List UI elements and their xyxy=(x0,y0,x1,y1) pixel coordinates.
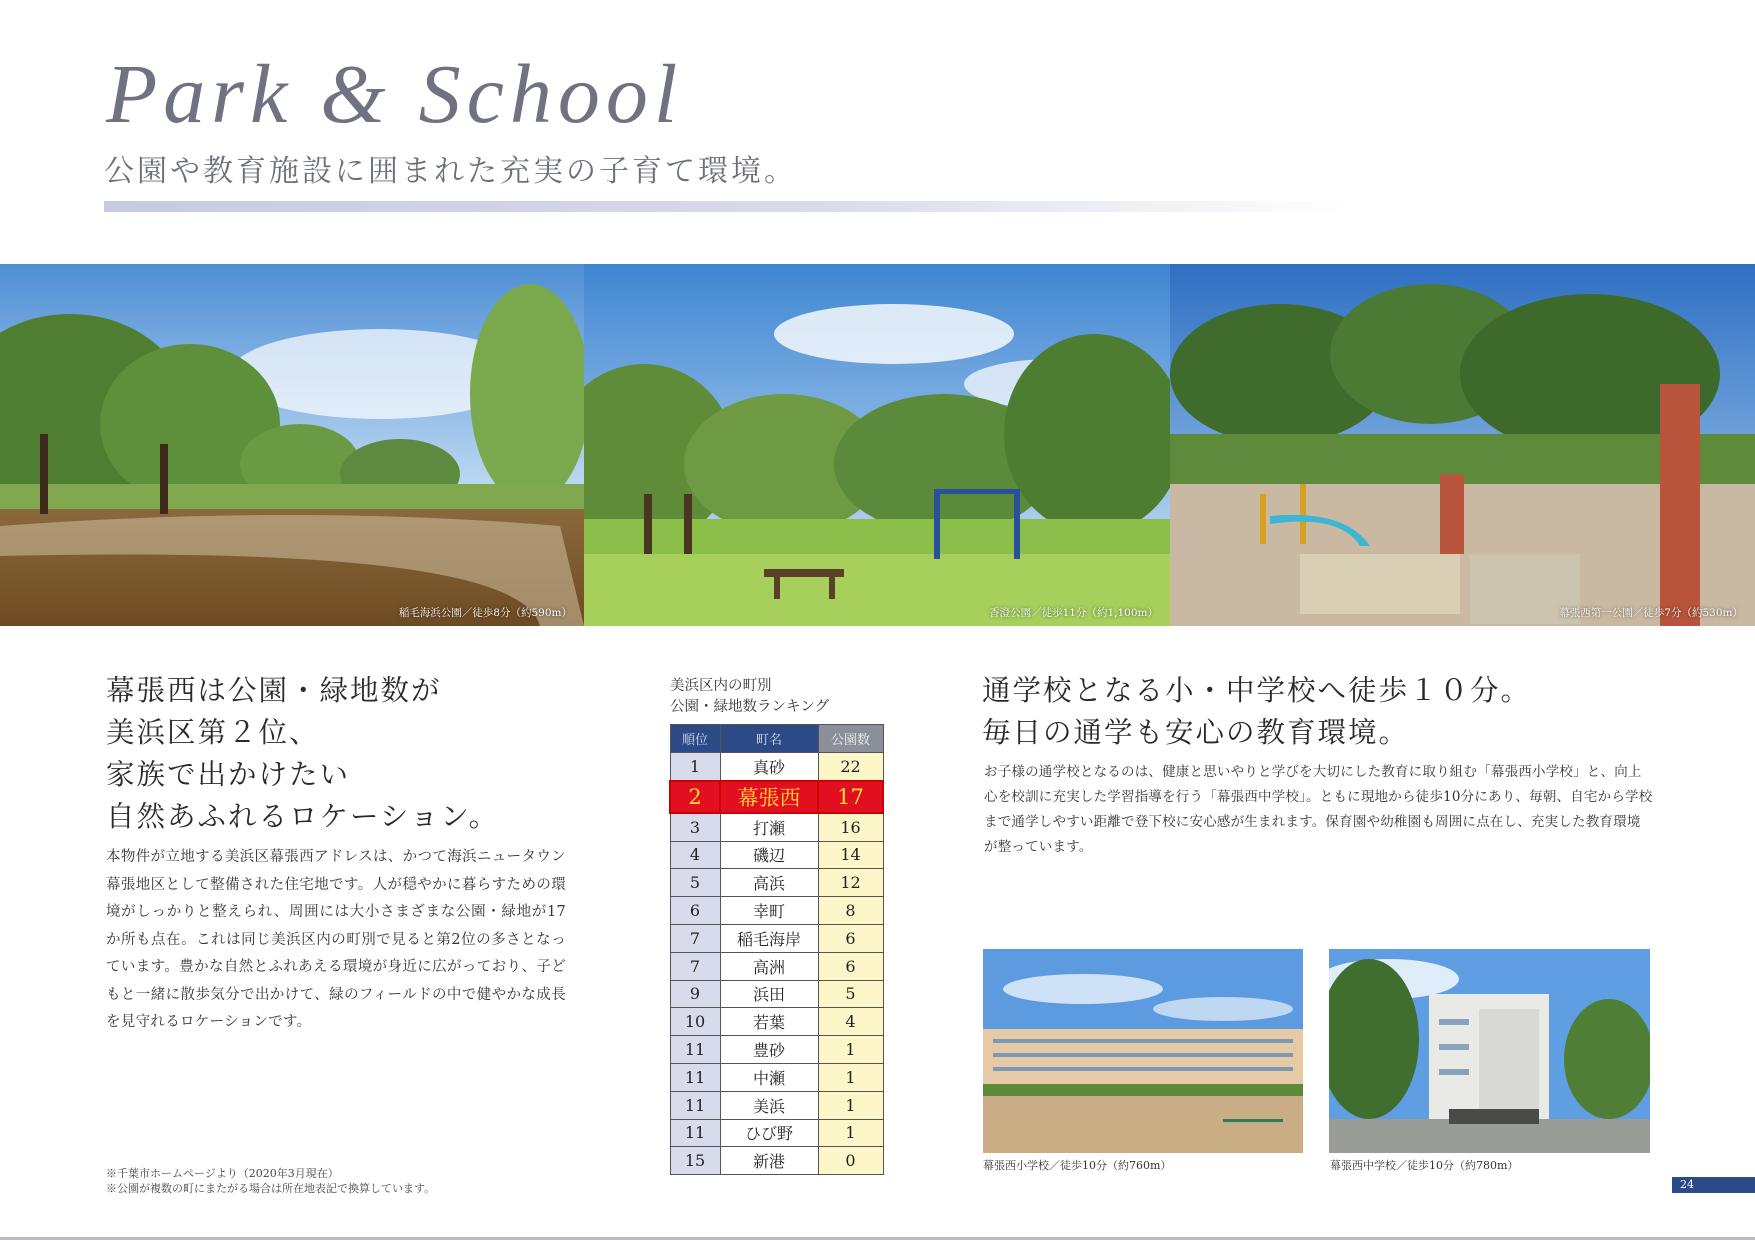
rank-cell: 6 xyxy=(670,897,720,925)
ranking-row xyxy=(670,1119,883,1147)
count-cell: 22 xyxy=(818,753,883,781)
rank-cell: 10 xyxy=(670,1008,720,1036)
rank-cell: 4 xyxy=(670,841,720,869)
town-cell: ひび野 xyxy=(720,1119,818,1147)
ranking-header-row xyxy=(670,725,883,753)
ranking-row xyxy=(670,781,883,813)
header-town: 町名 xyxy=(720,725,818,753)
ranking-row xyxy=(670,980,883,1008)
rank-cell: 7 xyxy=(670,924,720,952)
rank-cell: 1 xyxy=(670,753,720,781)
elementary-school-caption: 幕張西小学校／徒歩10分（約760m） xyxy=(983,1159,1172,1172)
rank-cell: 5 xyxy=(670,869,720,897)
junior-high-caption: 幕張西中学校／徒歩10分（約780m） xyxy=(1330,1159,1519,1172)
ranking-row xyxy=(670,1036,883,1064)
ranking-row xyxy=(670,924,883,952)
town-cell: 幕張西 xyxy=(720,781,818,813)
park-heading-line: 幕張西は公園・緑地数が xyxy=(106,674,442,707)
count-cell: 5 xyxy=(818,980,883,1008)
school-heading-line: 通学校となる小・中学校へ徒歩１０分。 xyxy=(982,674,1532,707)
park-photo-3-caption: 幕張西第一公園／徒歩7分（約530m） xyxy=(1559,607,1743,619)
count-cell: 8 xyxy=(818,897,883,925)
park-photo-3 xyxy=(1170,264,1755,626)
park-heading-line: 自然あふれるロケーション。 xyxy=(106,800,500,833)
count-cell: 0 xyxy=(818,1147,883,1175)
ranking-row xyxy=(670,869,883,897)
rank-cell: 11 xyxy=(670,1036,720,1064)
town-cell: 幸町 xyxy=(720,897,818,925)
ranking-row xyxy=(670,1091,883,1119)
ranking-row xyxy=(670,897,883,925)
ranking-title xyxy=(670,676,829,718)
rank-cell: 11 xyxy=(670,1063,720,1091)
park-body-text: 本物件が立地する美浜区幕張西アドレスは、かつて海浜ニュータウン幕張地区として整備された住宅地です。人が穏やかに暮らすための環境がしっかりと整えられ、周囲には大小さまざまな公園・緑地が17か所も点在。これは同じ美浜区内の町別で見ると第2位の多さとなっています。豊かな自然とふれあえる環境が身近に広がっており、子どもと一緒に散歩気分で出かけて、緑のフィールドの中で健やかな成長を見守れるロケーションです。 xyxy=(106,849,566,1030)
town-cell: 稲毛海岸 xyxy=(720,924,818,952)
ranking-row xyxy=(670,1063,883,1091)
footnote: ※公園が複数の町にまたがる場合は所在地表記で換算しています。 xyxy=(106,1182,436,1195)
park-heading-line: 美浜区第２位、 xyxy=(106,716,320,749)
page-subtitle: 公園や教育施設に囲まれた充実の子育て環境。 xyxy=(104,154,797,189)
town-cell: 打瀬 xyxy=(720,813,818,841)
park-photo-1 xyxy=(0,264,584,626)
ranking-table xyxy=(669,724,884,1175)
school-heading xyxy=(982,670,1682,754)
ranking-row xyxy=(670,813,883,841)
town-cell: 新港 xyxy=(720,1147,818,1175)
count-cell: 4 xyxy=(818,1008,883,1036)
count-cell: 1 xyxy=(818,1036,883,1064)
count-cell: 1 xyxy=(818,1119,883,1147)
ranking-row xyxy=(670,753,883,781)
rank-cell: 11 xyxy=(670,1091,720,1119)
park-heading xyxy=(106,670,626,838)
count-cell: 6 xyxy=(818,924,883,952)
ranking-row xyxy=(670,841,883,869)
ranking-row xyxy=(670,952,883,980)
count-cell: 14 xyxy=(818,841,883,869)
ranking-title-line: 公園・緑地数ランキング xyxy=(670,699,830,715)
count-cell: 12 xyxy=(818,869,883,897)
school-heading-line: 毎日の通学も安心の教育環境。 xyxy=(982,716,1410,749)
footnote: ※千葉市ホームページより（2020年3月現在） xyxy=(106,1167,339,1180)
title-underline xyxy=(104,201,1354,212)
page-number: 24 xyxy=(1672,1177,1755,1193)
footnotes xyxy=(106,1166,435,1196)
ranking-row xyxy=(670,1008,883,1036)
rank-cell: 11 xyxy=(670,1119,720,1147)
count-cell: 6 xyxy=(818,952,883,980)
town-cell: 磯辺 xyxy=(720,841,818,869)
school-body-text: お子様の通学校となるのは、健康と思いやりと学びを大切にした教育に取り組む「幕張西小学校」と、向上心を校訓に充実した学習指導を行う「幕張西中学校」。ともに現地から徒歩10分にあり、毎朝、自宅から学校まで通学しやすい距離で登下校に安心感が生まれます。保育園や幼稚園も周囲に点在し、充実した教育環境が整っています。 xyxy=(984,764,1653,855)
rank-cell: 15 xyxy=(670,1147,720,1175)
park-photo-2 xyxy=(584,264,1170,626)
town-cell: 中瀬 xyxy=(720,1063,818,1091)
count-cell: 16 xyxy=(818,813,883,841)
header-rank: 順位 xyxy=(670,725,720,753)
park-heading-line: 家族で出かけたい xyxy=(106,758,351,791)
town-cell: 高浜 xyxy=(720,869,818,897)
elementary-school-photo xyxy=(983,949,1303,1153)
page-title: Park & School xyxy=(106,48,684,141)
town-cell: 美浜 xyxy=(720,1091,818,1119)
town-cell: 真砂 xyxy=(720,753,818,781)
junior-high-photo xyxy=(1329,949,1650,1153)
count-cell: 1 xyxy=(818,1091,883,1119)
town-cell: 豊砂 xyxy=(720,1036,818,1064)
town-cell: 高洲 xyxy=(720,952,818,980)
header-count: 公園数 xyxy=(818,725,883,753)
park-photo-1-caption: 稲毛海浜公園／徒歩8分（約590m） xyxy=(398,607,572,619)
rank-cell: 9 xyxy=(670,980,720,1008)
count-cell: 17 xyxy=(818,781,883,813)
park-photo-2-caption: 香澄公園／徒歩11分（約1,100m） xyxy=(989,607,1158,619)
town-cell: 浜田 xyxy=(720,980,818,1008)
ranking-title-line: 美浜区内の町別 xyxy=(670,678,772,694)
count-cell: 1 xyxy=(818,1063,883,1091)
rank-cell: 2 xyxy=(670,781,720,813)
rank-cell: 7 xyxy=(670,952,720,980)
town-cell: 若葉 xyxy=(720,1008,818,1036)
ranking-row xyxy=(670,1147,883,1175)
rank-cell: 3 xyxy=(670,813,720,841)
